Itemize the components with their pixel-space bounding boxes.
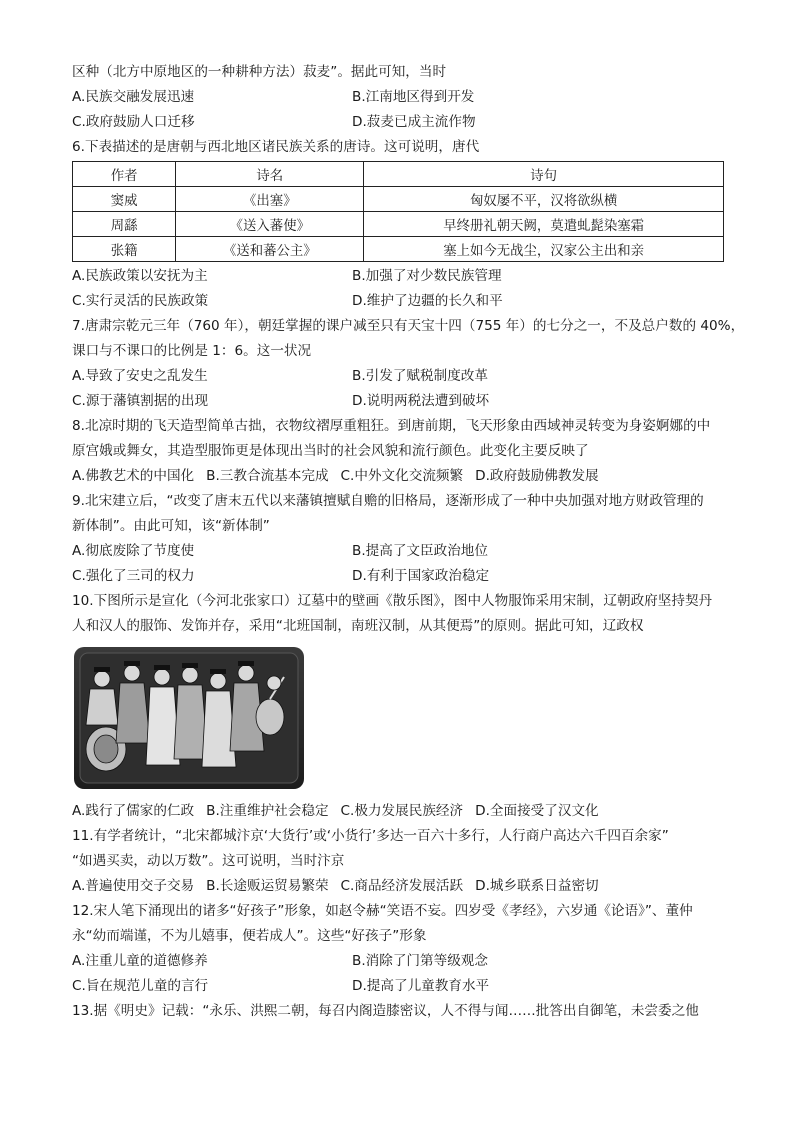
q5-option-d[interactable]: D.菽麦已成主流作物 [352, 114, 476, 130]
q13-stem: 13.据《明史》记载：“永乐、洪熙二朝，每召内阁造膝密议，人不得与闻……批答出自御笔，未尝委之他 [72, 1003, 699, 1019]
q8-option-d[interactable]: D.政府鼓励佛教发展 [475, 468, 599, 484]
table-cell: 周繇 [73, 212, 176, 237]
q7-options [72, 364, 724, 389]
q9-stem: 9.北宋建立后，“改变了唐末五代以来藩镇擅赋自赡的旧格局，逐渐形成了一种中央加强对地方财政管理的 [72, 493, 704, 509]
q7-option-a[interactable]: A.导致了安史之乱发生 [72, 368, 208, 384]
q5-option-b[interactable]: B.江南地区得到开发 [352, 89, 475, 105]
q8-option-b[interactable]: B.三教合流基本完成 [206, 468, 329, 484]
table-header: 作者 [73, 162, 176, 187]
q6-option-b[interactable]: B.加强了对少数民族管理 [352, 268, 502, 284]
table-row [73, 237, 724, 262]
q9-option-b[interactable]: B.提高了文臣政治地位 [352, 543, 488, 559]
q10-option-d[interactable]: D.全面接受了汉文化 [475, 803, 599, 819]
mural-image [74, 647, 304, 789]
q11-option-a[interactable]: A.普遍使用交子交易 [72, 878, 195, 894]
q5-options [72, 85, 724, 110]
q12-option-a[interactable]: A.注重儿童的道德修养 [72, 953, 208, 969]
q12-stem: 12.宋人笔下涌现出的诸多“好孩子”形象，如赵令赫“笑语不妄。四岁受《孝经》，六岁通《论语》”、董仲 [72, 903, 693, 919]
q9-options-row2 [72, 564, 724, 589]
q7-option-d[interactable]: D.说明两税法遭到破坏 [352, 393, 490, 409]
table-cell: 匈奴屡不平，汉将欲纵横 [364, 187, 724, 212]
q7-option-c[interactable]: C.源于藩镇割据的出现 [72, 393, 209, 409]
q11-stem-cont: “如遇买卖，动以万数”。这可说明，当时汴京 [72, 853, 345, 869]
q12-option-c[interactable]: C.旨在规范儿童的言行 [72, 978, 209, 994]
q5-option-a[interactable]: A.民族交融发展迅速 [72, 89, 195, 105]
q8-option-c[interactable]: C.中外文化交流频繁 [340, 468, 464, 484]
poem-table [72, 161, 724, 262]
q12-option-b[interactable]: B.消除了门第等级观念 [352, 953, 488, 969]
q9-option-d[interactable]: D.有利于国家政治稳定 [352, 568, 490, 584]
q7-options-row2 [72, 389, 724, 414]
mural-illustration [74, 647, 304, 789]
q8-options [72, 464, 724, 489]
q12-options-row2 [72, 974, 724, 999]
q12-option-d[interactable]: D.提高了儿童教育水平 [352, 978, 490, 994]
q5-option-c[interactable]: C.政府鼓励人口迁移 [72, 114, 195, 130]
q8-stem-cont: 原宫娥或舞女，其造型服饰更是体现出当时的社会风貌和流行颜色。此变化主要反映了 [72, 443, 589, 459]
q9-option-c[interactable]: C.强化了三司的权力 [72, 568, 195, 584]
q12-stem-cont: 永“幼而端谨，不为儿嬉事，便若成人”。这些“好孩子”形象 [72, 928, 427, 944]
table-cell: 塞上如今无战尘，汉家公主出和亲 [364, 237, 724, 262]
q6-options [72, 264, 724, 289]
q6-options-row2 [72, 289, 724, 314]
q8-stem: 8.北凉时期的飞天造型简单古拙，衣物纹褶厚重粗狂。到唐前期，飞天形象由西域神灵转变为身姿婀娜的中 [72, 418, 711, 434]
q9-options [72, 539, 724, 564]
q6-option-a[interactable]: A.民族政策以安抚为主 [72, 268, 208, 284]
table-cell: 《送和蕃公主》 [176, 237, 364, 262]
table-cell: 《出塞》 [176, 187, 364, 212]
table-cell: 《送入蕃使》 [176, 212, 364, 237]
q11-option-d[interactable]: D.城乡联系日益密切 [475, 878, 599, 894]
q10-option-c[interactable]: C.极力发展民族经济 [340, 803, 464, 819]
exam-page [72, 60, 745, 1024]
q5-options-row2 [72, 110, 724, 135]
q8-option-a[interactable]: A.佛教艺术的中国化 [72, 468, 195, 484]
q6-option-d[interactable]: D.维护了边疆的长久和平 [352, 293, 503, 309]
q7-stem-cont: 课口与不课口的比例是 1：6。这一状况 [72, 343, 312, 359]
q11-option-c[interactable]: C.商品经济发展活跃 [340, 878, 464, 894]
q7-stem: 7.唐肃宗乾元三年（760 年），朝廷掌握的课户减至只有天宝十四（755 年）的七分之一，不及总户数的 40%， [72, 318, 745, 334]
table-row [73, 187, 724, 212]
q9-stem-cont: 新体制”。由此可知，该“新体制” [72, 518, 270, 534]
q10-option-a[interactable]: A.践行了儒家的仁政 [72, 803, 195, 819]
q6-option-c[interactable]: C.实行灵活的民族政策 [72, 293, 209, 309]
q7-option-b[interactable]: B.引发了赋税制度改革 [352, 368, 488, 384]
q10-stem: 10.下图所示是宣化（今河北张家口）辽墓中的壁画《散乐图》，图中人物服饰采用宋制，辽朝政府坚持契丹 [72, 593, 713, 609]
table-cell: 早终册礼朝天阙，莫遣虬髭染塞霜 [364, 212, 724, 237]
table-header-row [73, 162, 724, 187]
table-cell: 窦威 [73, 187, 176, 212]
q10-option-b[interactable]: B.注重维护社会稳定 [206, 803, 329, 819]
q11-option-b[interactable]: B.长途贩运贸易繁荣 [206, 878, 329, 894]
q6-stem: 6.下表描述的是唐朝与西北地区诸民族关系的唐诗。这可说明，唐代 [72, 139, 480, 155]
q10-options [72, 799, 724, 824]
q12-options [72, 949, 724, 974]
table-row [73, 212, 724, 237]
q5-stem: 区种（北方中原地区的一种耕种方法）菽麦”。据此可知，当时 [72, 64, 447, 80]
table-cell: 张籍 [73, 237, 176, 262]
q11-options [72, 874, 724, 899]
q11-stem: 11.有学者统计，“北宋都城汴京‘大货行’或‘小货行’多达一百六十多行，人行商户高达六千四百余家” [72, 828, 669, 844]
table-header: 诗句 [364, 162, 724, 187]
q9-option-a[interactable]: A.彻底废除了节度使 [72, 543, 195, 559]
q10-stem-cont: 人和汉人的服饰、发饰并存，采用“北班国制，南班汉制，从其便焉”的原则。据此可知，辽政权 [72, 618, 644, 634]
table-header: 诗名 [176, 162, 364, 187]
